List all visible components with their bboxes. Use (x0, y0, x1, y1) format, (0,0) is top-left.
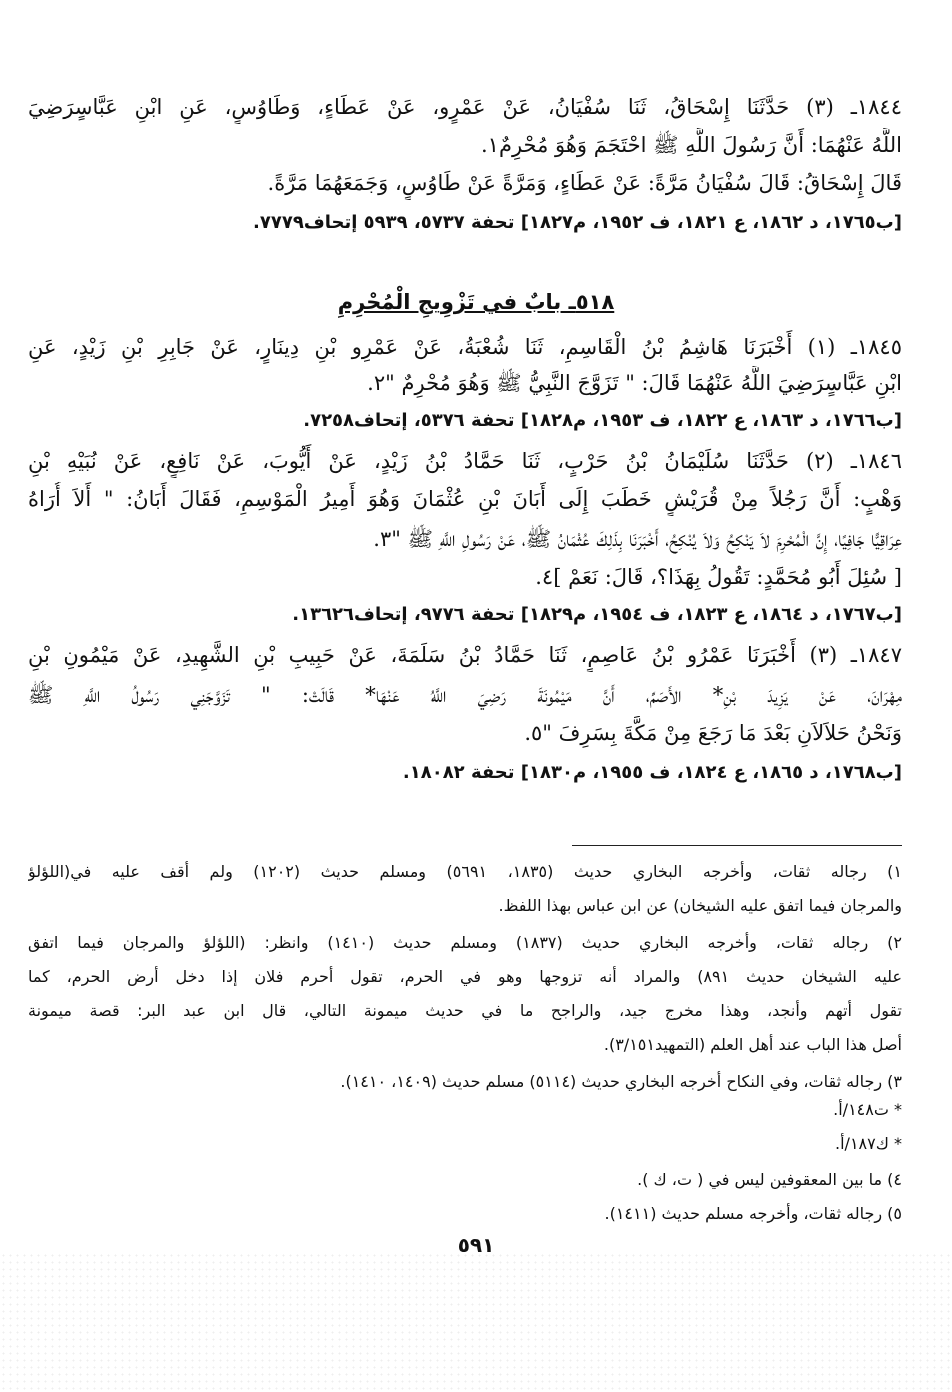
hadith-1845-line-2: ابْنِ عَبَّاسٍرَضِيَ اللَّهُ عَنْهُمَا قَالَ: " تَزَوَّجَ النَّبِيُّ ﷺ وَهُوَ مُحْرِمٌ "٢. (367, 371, 902, 395)
hadith-1846-line-1: ١٨٤٦ـ (٢) حَدَّثَنَا سُلَيْمَانُ بْنُ حَرْبٍ، ثَنَا حَمَّادُ بْنُ زَيْدٍ، عَنْ أَيُّوبَ، عَنْ نَافِعٍ، عَنْ نُبَيْهِ بْنِ (28, 449, 902, 473)
chapter-heading: ٥١٨ـ بابٌ في تَزْوِيجِ الْمُحْرِمِ (337, 290, 615, 314)
hadith-1847-line-1: ١٨٤٧ـ (٣) أَخْبَرَنَا عَمْرُو بْنُ عَاصِمٍ، ثَنَا حَمَّادُ بْنُ سَلَمَةَ، عَنْ حَبِيبِ بْنِ الشَّهِيدِ، عَنْ مَيْمُونِ بْنِ (28, 643, 902, 667)
hadith-1845-line-1: ١٨٤٥ـ (١) أَخْبَرَنَا هَاشِمُ بْنُ الْقَاسِمِ، ثَنَا شُعْبَةُ، عَنْ عَمْرِو بْنِ دِينَارٍ، عَنْ جَابِرِ بْنِ زَيْدٍ، عَنِ (28, 335, 902, 359)
footnote-3: ٣) رجاله ثقات، وفي النكاح أخرجه البخاري حديث (٥١١٤) مسلم حديث (١٤٠٩، ١٤١٠). (340, 1072, 902, 1091)
hadith-1847-line-2: مِهْرَانَ، عَنْ يَزِيدَ بْنِ* الأَصَمِّ، أَنَّ مَيْمُونَةَ رَضِيَ اللَّهُ عَنْهَا* قَالَتْ: " تَزَوَّجَنِي رَسُولُ اللَّهِ ﷺ (28, 683, 902, 707)
hadith-1846-line-2: وَهْبٍ: أَنَّ رَجُلاً مِنْ قُرَيْشٍ خَطَبَ إِلَى أَبَانَ بْنِ عُثْمَانَ وَهُوَ أَمِيرُ الْمَوْسِمِ، فَقَالَ أَبَانُ: " أَلاَ أُرَاهُ (28, 487, 902, 511)
hadith-1844-line-1: ١٨٤٤ـ (٣) حَدَّثَنَا إِسْحَاقُ، ثَنَا سُفْيَانُ، عَنْ عَمْرٍو، عَنْ عَطَاءٍ، وَطَاوُسٍ، عَنِ ابْنِ عَبَّاسٍرَضِيَ (28, 95, 902, 119)
hadith-1844-line-2: اللَّهُ عَنْهُمَا: أَنَّ رَسُولَ اللَّهِ ﷺ احْتَجَمَ وَهُوَ مُحْرِمٌ١. (480, 133, 902, 157)
hadith-1845-references: [ب١٧٦٦، د ١٨٦٣، ع ١٨٢٢، ف ١٩٥٣، م١٨٢٨] تحفة ٥٣٧٦، إتحاف٧٢٥٨. (303, 410, 902, 431)
hadith-1847-references: [ب١٧٦٨، د ١٨٦٥، ع ١٨٢٤، ف ١٩٥٥، م١٨٣٠] تحفة ١٨٠٨٢. (402, 762, 902, 783)
hadith-1844-line-3: قَالَ إِسْحَاقُ: قَالَ سُفْيَانُ مَرَّةً: عَنْ عَطَاءٍ، وَمَرَّةً عَنْ طَاوُسٍ، وَجَمَعَهُمَا مَرَّةً. (267, 171, 902, 195)
hadith-1847-line-3: وَنَحْنُ حَلاَلاَنِ بَعْدَ مَا رَجَعَ مِنْ مَكَّةَ بِسَرِفَ "٥. (524, 721, 902, 745)
hadith-1846-references: [ب١٧٦٧، د ١٨٦٤، ع ١٨٢٣، ف ١٩٥٤، م١٨٢٩] تحفة ٩٧٧٦، إتحاف١٣٦٢٦. (292, 604, 902, 625)
footnote-4: ٤) ما بين المعقوفين ليس في ( ت، ك ). (637, 1170, 902, 1189)
hadith-1844-references: [ب١٧٦٥، د ١٨٦٢، ع ١٨٢١، ف ١٩٥٢، م١٨٢٧] تحفة ٥٧٣٧، ٥٩٣٩ إتحاف٧٧٧٩. (253, 212, 902, 233)
footnote-1-line-1: ١) رجاله ثقات، وأخرجه البخاري حديث (١٨٣٥، ٥٦٩١) ومسلم حديث (١٢٠٢) ولم أقف عليه في(اللؤلؤ (28, 862, 902, 881)
footnote-2-line-3: تقول أتهم وأنجد، وهذا مخرج جيد، والراجح ما في حديث ميمونة التالي، قال ابن عبد البر: قصة ميمونة (28, 1001, 902, 1020)
hadith-1846-line-4: [ سُئِلَ أَبُو مُحَمَّدٍ: تَقُولُ بِهَذَا؟، قَالَ: نَعَمْ ]٤. (535, 565, 902, 589)
page-number: ٥٩١ (457, 1233, 495, 1257)
footnote-star-1: * ت١٤٨/أ. (833, 1100, 902, 1119)
footnote-2-line-1: ٢) رجاله ثقات، وأخرجه البخاري حديث (١٨٣٧) ومسلم حديث (١٤١٠) وانظر: (اللؤلؤ والمرجان فيما اتفق (28, 933, 902, 952)
footnote-star-2: * ك١٨٧/أ. (835, 1134, 902, 1153)
footnote-5: ٥) رجاله ثقات، وأخرجه مسلم حديث (١٤١١). (604, 1204, 902, 1223)
footnote-2-line-2: عليه الشيخان حديث ٨٩١) والمراد أنه تزوجها وهو في الحرم، تقول أحرم فلان إذا دخل أرض الحرم، كما (28, 967, 902, 986)
hadith-1846-line-3: عِرَاقِيًّا جَافِيًا، إِنَّ الْمُحْرِمَ لاَ يَنْكِحُ وَلاَ يُنْكِحُ، أَخْبَرَنَا بِذَلِكَ عُثْمَانُ ﷺ، عَنْ رَسُولِ اللَّهِ ﷺ "٣. (373, 527, 902, 551)
footnote-1-line-2: والمرجان فيما اتفق عليه الشيخان) عن ابن عباس بهذا اللفظ. (498, 896, 902, 915)
scan-noise (0, 1252, 952, 1392)
footnote-separator (572, 845, 902, 846)
footnote-2-line-4: أصل هذا الباب عند أهل العلم (التمهيد٣/١٥١). (603, 1035, 902, 1054)
